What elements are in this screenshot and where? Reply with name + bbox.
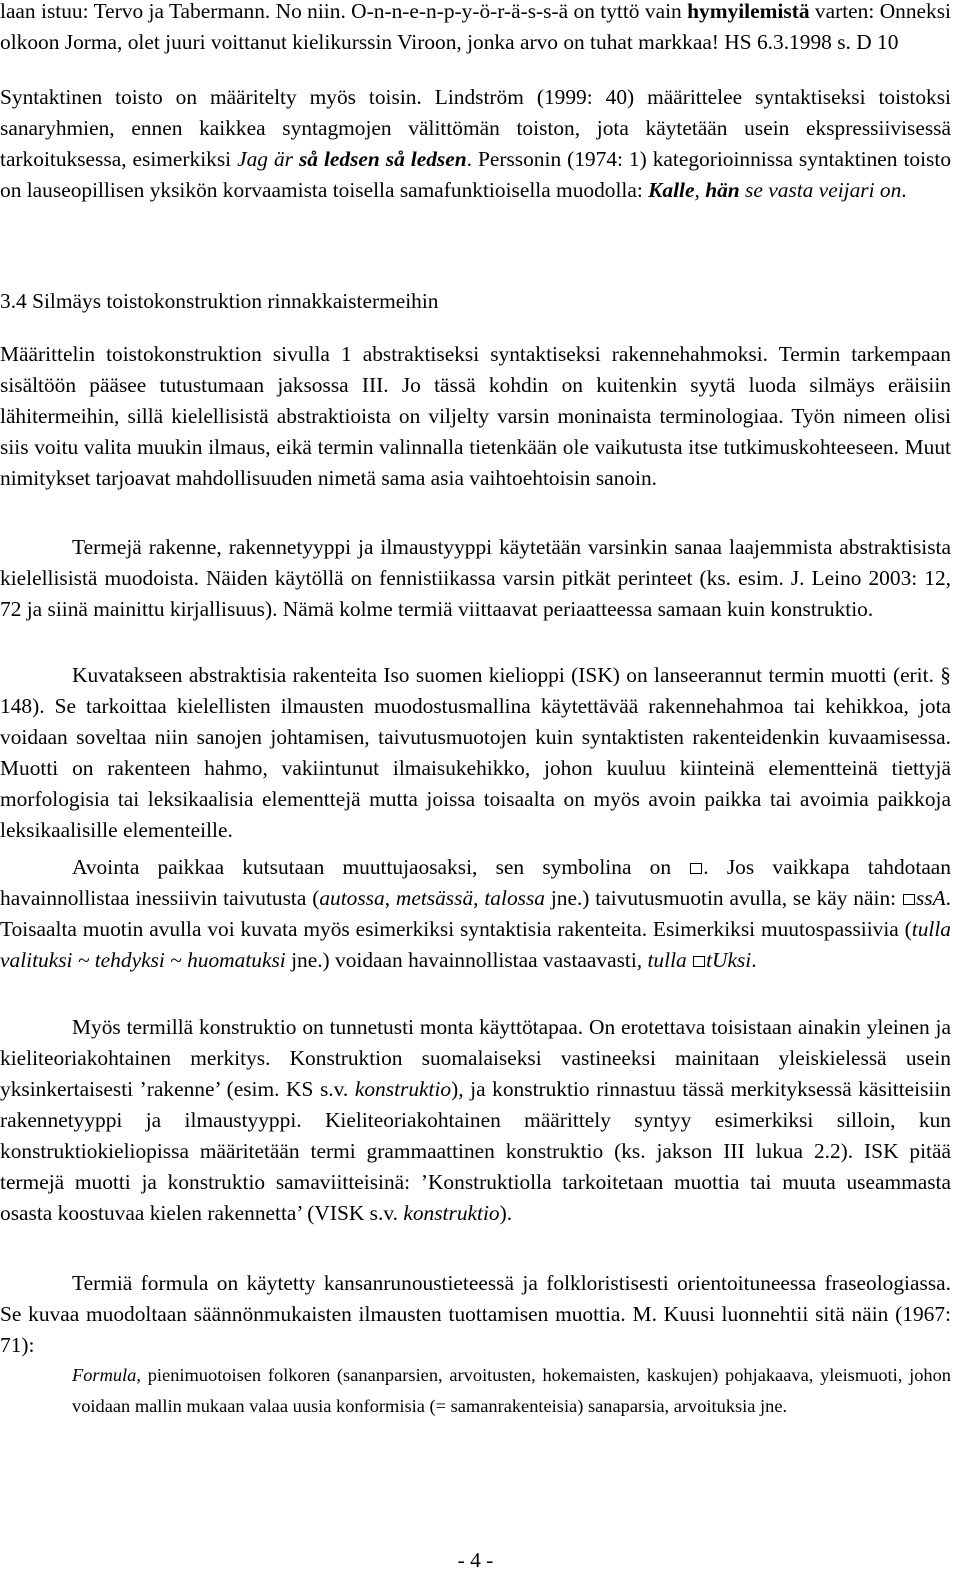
paragraph-isk-muotti: Kuvatakseen abstraktisia rakenteita Iso suomen kielioppi (ISK) on lanseerannut termin muotti (erit. § 148). Se tarkoittaa kielellisten ilmausten muodostusmallina käytettävää rakennehahmoa tai kehikkoa, jota voidaan soveltaa niin sanojen johtamisen, taivutusmuotojen kuin syntaktisten rakenteidenkin kuvaamisessa. Muotti on rakenteen hahmo, vakiintunut ilmaisukehikko, johon kuuluu kiinteinä elementteinä tiettyjä morfologisia tai leksikaalisia elementtejä mutta joissa toisaalta on myös avoin paikka tai avoimia paikkoja leksikaalisille elementeille. [0, 663, 951, 842]
open-slot-box-icon [690, 863, 702, 874]
paragraph-definition: Määrittelin toistokonstruktion sivulla 1 abstraktiseksi syntaktiseksi rakennehahmoksi. Termin tarkempaan sisältöön pääsee tutustumaan jaksossa III. Jo tässä kohdin on kuitenkin syytä luoda silmäys eräisiin lähitermeihin, sillä kielellisistä abstraktioista on viljelty varsin moninaista terminologiaa. Työn nimeen olisi siis voitu valita muukin ilmaus, eikä termin valinnalla tietenkään ole vaikutusta itse tutkimuskohteeseen. Muut nimitykset tarjoavat mahdollisuuden nimetä sama asia vaihtoehtoisin sanoin. [0, 342, 951, 490]
paragraph-syntactic-repetition: Syntaktinen toisto on määritelty myös toisin. Lindström (1999: 40) määrittelee syntaktiseksi toistoksi sanaryhmien, ennen kaikkea syntagmojen välittömän toiston, jota käytetään usein ekspressiivisessä tarkoituksessa, esimerkiksi Jag är så ledsen så ledsen. Perssonin (1974: 1) kategorioinnissa syntaktinen toisto on lauseopillisen yksikön korvaamista toisella samafunktioisella muodolla: Kalle, hän se vasta veijari on. [0, 85, 952, 202]
paragraph-formula: Termiä formula on käytetty kansanrunoustieteessä ja folkloristisesti orientoituneessa fraseologiassa. Se kuvaa muodoltaan säännönmukaisten ilmausten tuottamisen muottia. M. Kuusi luonnehtii sitä näin (1967: 71): [0, 1271, 951, 1357]
open-slot-box-icon [903, 894, 915, 905]
section-heading: 3.4 Silmäys toistokonstruktion rinnakkaistermeihin [0, 289, 439, 313]
open-slot-box-icon [693, 956, 705, 967]
paragraph-open-slot: Avointa paikkaa kutsutaan muuttujaosaksi, sen symbolina on . Jos vaikkapa tahdotaan havainnollistaa inessiivin taivutusta (autossa, metsässä, talossa jne.) taivutusmuotin avulla, se käy näin: ssA. Toisaalta muotin avulla voi kuvata myös esimerkiksi syntaktisia rakenteita. Esimerkiksi muutospassiivia (tulla valituksi ~ tehdyksi ~ huomatuksi jne.) voidaan havainnollistaa vastaavasti, tulla tUksi. [0, 855, 952, 972]
paragraph-example-continuation: laan istuu: Tervo ja Tabermann. No niin. O-n-n-e-n-p-y-ö-r-ä-s-s-ä on tyttö vain hymyilemistä varten: Onneksi olkoon Jorma, olet juuri voittanut kielikurssin Viroon, jonka arvo on tuhat markkaa! HS 6.3.1998 s. D 10 [0, 0, 951, 54]
block-quote: Formula, pienimuotoisen folkoren (sananparsien, arvoitusten, hokemaisten, kaskujen) pohjakaava, yleismuoti, johon voidaan mallin mukaan valaa uusia konformisia (= samanrakenteisia) sanaparsia, arvoituksia jne. [72, 1365, 951, 1416]
paragraph-construction: Myös termillä konstruktio on tunnetusti monta käyttötapaa. On erotettava toisistaan ainakin yleinen ja kieliteoriakohtainen merkitys. Konstruktion suomalaiseksi vastineeksi mainitaan yleiskielessä usein yksinkertaisesti ’rakenne’ (esim. KS s.v. konstruktio), ja konstruktio rinnastuu tässä merkityksessä käsitteisiin rakennetyyppi ja ilmaustyyppi. Kieliteoriakohtainen määrittely syntyy esimerkiksi silloin, kun konstruktiokieliopissa määritetään termi grammaattinen konstruktio (ks. jakson III lukua 2.2). ISK pitää termejä muotti ja konstruktio samaviitteisinä: ’Konstruktiolla tarkoitetaan muottia tai muuta useammasta osasta koostuvaa kielen rakennetta’ (VISK s.v. konstruktio). [0, 1015, 951, 1225]
page-number: - 4 - [457, 1548, 494, 1572]
paragraph-terms: Termejä rakenne, rakennetyyppi ja ilmaustyyppi käytetään varsinkin sanaa laajemmista abstraktisista kielellisistä muodoista. Näiden käytöllä on fennistiikassa varsin pitkät perinteet (ks. esim. J. Leino 2003: 12, 72 ja siinä mainittu kirjallisuus). Nämä kolme termiä viittaavat periaatteessa samaan kuin konstruktio. [0, 535, 951, 621]
